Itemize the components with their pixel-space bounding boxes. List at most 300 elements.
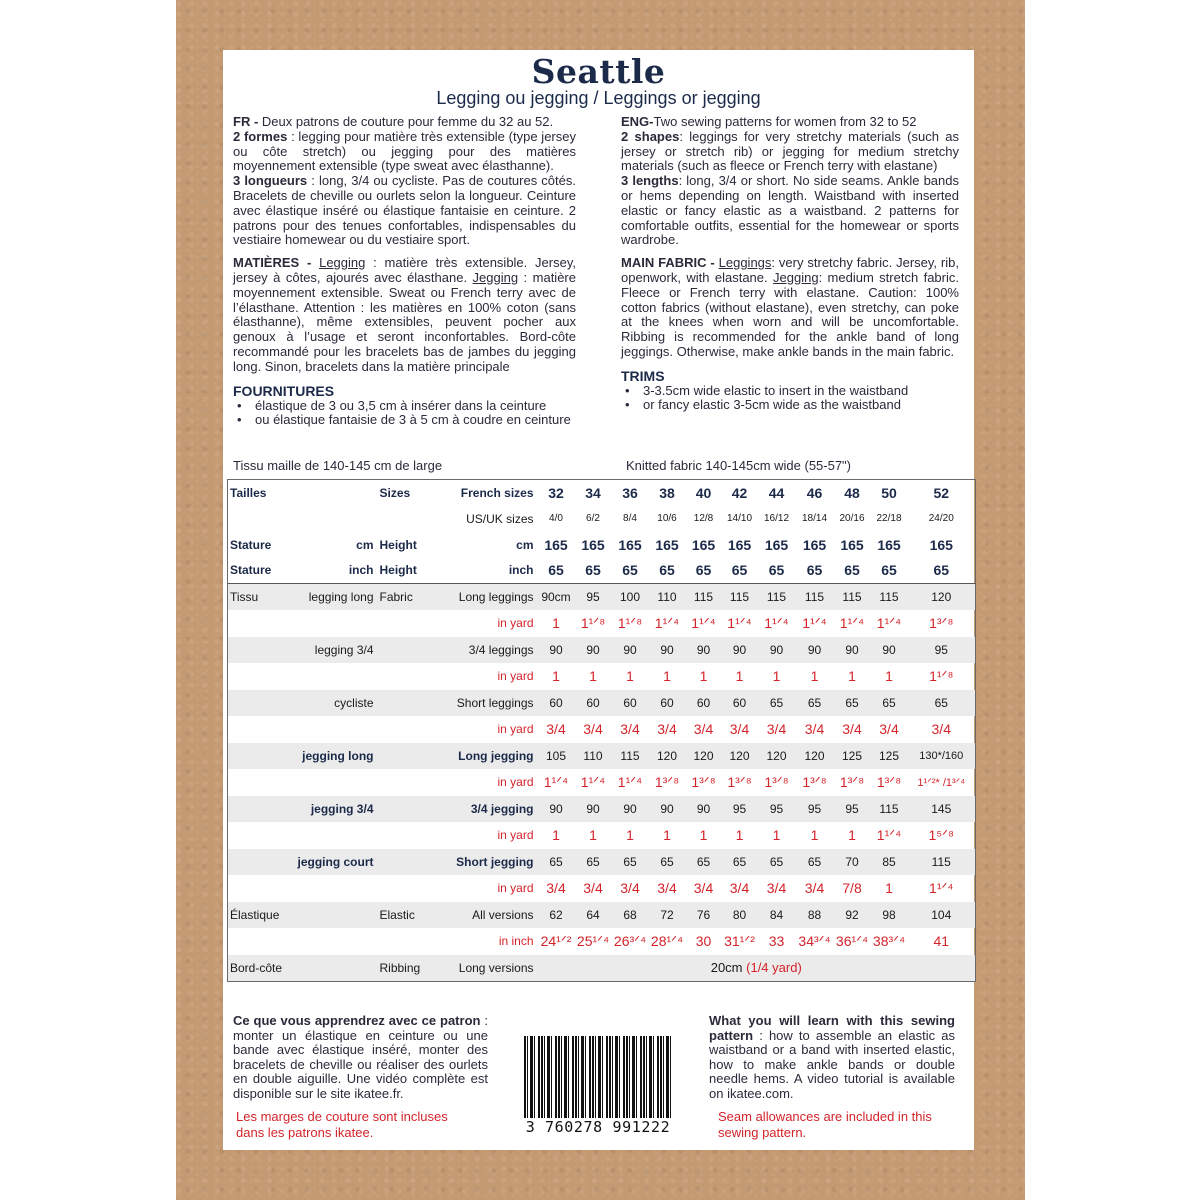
fabric-value-cell: 1	[848, 827, 856, 844]
row-variant-en: in yard	[497, 828, 534, 843]
size-value-cell: 65	[908, 558, 976, 584]
size-value-cell: 42	[731, 484, 748, 501]
row-label-en	[378, 690, 436, 717]
fr-learn-body: : monter un élastique en ceinture ou une bande avec élastique inséré, monter des bracelets de cheville ou réaliser des ourlets en double aiguille. Une vidéo complète est disponible sur le site ikatee.fr.	[233, 1013, 488, 1101]
size-value-cell: 20/16	[839, 513, 865, 524]
header-label-en	[378, 506, 436, 532]
en-intro	[621, 115, 959, 248]
size-value-cell: 16/12	[763, 513, 790, 524]
fabric-value-cell: 1¹ᐟ⁴	[929, 879, 954, 896]
fabric-value-cell: 92	[834, 902, 871, 929]
fabric-value-cell: 3/4	[620, 721, 640, 738]
measurement-row	[228, 902, 976, 929]
header-label-type: cm	[516, 537, 534, 552]
fabric-value-cell: 95	[758, 796, 796, 823]
fabric-value-cell: 1³ᐟ⁸	[764, 773, 789, 790]
fabric-value-cell: 1	[885, 880, 893, 897]
fabric-value-cell: 1¹ᐟ⁸	[929, 667, 954, 684]
yardage-row	[228, 769, 976, 796]
yardage-row	[228, 610, 976, 637]
fr-supply-item: • ou élastique fantaisie de 3 à 5 cm à coudre en ceinture	[233, 413, 576, 428]
fabric-value-cell: 1	[735, 827, 744, 844]
fabric-value-cell: 65	[575, 849, 612, 876]
en-seam-allowance-note: Seam allowances are included in this sewing pattern.	[718, 1109, 932, 1140]
fabric-value-cell: 65	[796, 690, 834, 717]
fr-materials-jegging: Jegging	[472, 269, 519, 285]
fabric-value-cell: 84	[758, 902, 796, 929]
fabric-value-cell: 1	[699, 827, 708, 844]
fabric-value-cell: 65	[908, 690, 976, 717]
row-variant-en: in inch	[498, 934, 534, 949]
pattern-subtitle: Legging ou jegging / Leggings or jegging	[436, 88, 761, 108]
fabric-value-cell: 1¹ᐟ⁴	[839, 614, 865, 631]
fabric-value-cell: 100	[612, 584, 649, 611]
fabric-value-cell: 41	[933, 933, 950, 950]
fr-learn-text	[233, 1014, 488, 1102]
barcode-number: 3 760278 991222	[525, 1118, 671, 1136]
fabric-value-cell: 90cm	[538, 584, 575, 611]
fr-materials-legging: Legging	[319, 255, 366, 271]
fabric-value-cell: 62	[538, 902, 575, 929]
fabric-value-cell: 115	[834, 584, 871, 611]
fabric-value-cell: 3/4	[693, 880, 714, 897]
size-value-cell: 38	[659, 484, 675, 501]
fabric-value-cell: 1³ᐟ⁸	[727, 773, 752, 790]
measurement-row	[228, 584, 976, 611]
fabric-value-cell: 90	[612, 796, 649, 823]
fabric-value-cell: 65	[722, 849, 758, 876]
fabric-value-cell: 60	[538, 690, 575, 717]
fabric-value-cell: 120	[796, 743, 834, 770]
fabric-value-cell: 70	[834, 849, 871, 876]
fabric-value-cell: 3/4	[931, 721, 951, 738]
fabric-value-cell: 98	[871, 902, 908, 929]
size-value-cell: 65	[612, 558, 649, 584]
row-variant-en: in yard	[497, 669, 534, 684]
en-shapes-text: : leggings for very stretchy materials (such as jersey or stretch rib) or jegging for medium stretchy materials (such as fleece or French terry with elastane)	[621, 128, 959, 174]
fabric-value-cell: 31¹ᐟ²	[724, 932, 755, 949]
header-label-en: Sizes	[379, 485, 411, 500]
fabric-value-cell: 1	[552, 615, 560, 632]
row-variant-en: in yard	[497, 616, 534, 631]
en-intro-text: Two sewing patterns for women from 32 to 52	[653, 114, 917, 129]
size-value-cell: 165	[618, 536, 642, 553]
fabric-value-cell: 60	[612, 690, 649, 717]
fabric-value-cell: 60	[722, 690, 758, 717]
size-value-cell: 165	[877, 536, 901, 553]
fabric-value-cell: 90	[538, 796, 575, 823]
en-learn-text	[709, 1014, 955, 1102]
table-header-row	[228, 506, 976, 532]
row-variant-fr: cycliste	[290, 690, 378, 717]
row-label-en: Elastic	[378, 902, 436, 929]
row-label-fr: Élastique	[228, 902, 290, 929]
fabric-value-cell: 64	[575, 902, 612, 929]
fabric-value-cell: 26³ᐟ⁴	[613, 932, 647, 949]
fabric-value-cell: 3/4	[729, 721, 750, 738]
size-value-cell: 65	[758, 558, 796, 584]
fabric-value-cell: 90	[722, 637, 758, 664]
fr-forms-lead: 2 formes	[233, 128, 288, 144]
french-description	[233, 115, 576, 428]
measurement-row	[228, 637, 976, 664]
size-yardage-table	[227, 479, 976, 982]
fabric-value-cell: 110	[575, 743, 612, 770]
row-variant-fr: jegging 3/4	[290, 796, 378, 823]
fabric-value-cell: 33	[768, 933, 785, 950]
row-label-en	[378, 610, 436, 637]
fabric-value-cell: 90	[538, 637, 575, 664]
en-learn-lead: What you will learn with this sewing pattern	[709, 1013, 955, 1043]
size-value-cell: 46	[806, 484, 823, 501]
header-label-en: Height	[378, 558, 436, 584]
row-variant-en: in yard	[497, 881, 534, 896]
fabric-value-cell: 65	[796, 849, 834, 876]
fabric-value-cell: 1	[626, 827, 634, 844]
barcode-bars	[524, 1036, 672, 1118]
measurement-row	[228, 796, 976, 823]
header-label-fr: Tailles	[230, 485, 267, 500]
fabric-value-cell: 90	[649, 796, 686, 823]
fr-materials-lead: MATIÈRES -	[233, 255, 320, 271]
ribbing-value-cell	[538, 955, 976, 982]
row-label-en	[378, 637, 436, 664]
fabric-value-cell: 1¹ᐟ⁴	[727, 614, 752, 631]
fabric-value-cell: 1¹ᐟ⁸	[580, 614, 606, 631]
fabric-value-cell: 130*/160	[908, 743, 976, 770]
size-value-cell: 65	[834, 558, 871, 584]
row-label-en	[378, 769, 436, 796]
fr-supplies-title: FOURNITURES	[233, 382, 335, 399]
header-unit-fr: inch	[290, 558, 378, 584]
fabric-value-cell: 95	[908, 637, 976, 664]
fabric-value-cell: 65	[758, 849, 796, 876]
row-variant-fr: jegging court	[290, 849, 378, 876]
row-variant-en: 3/4 leggings	[436, 637, 538, 664]
ribbing-row	[228, 955, 976, 982]
row-variant-fr: legging 3/4	[290, 637, 378, 664]
fabric-value-cell: 1	[589, 827, 597, 844]
en-lengths-lead: 3 lengths	[621, 173, 679, 189]
fabric-value-cell: 1	[735, 668, 744, 685]
fabric-value-cell: 1	[810, 668, 819, 685]
fabric-value-cell: 65	[649, 849, 686, 876]
fr-materials-text2: : matière moyennement extensible. Sweat ou French terry avec de l’élasthane. Attention : les matières en 100% coton (sans élasthanne), même extensibles, peuvent pocher aux genoux à l’usage et seront inconfortables. Bord-côte recommandé pour les bracelets bas de jambes du jegging long. Sinon, bracelets dans la matière principale	[233, 269, 576, 374]
fabric-value-cell: 3/4	[804, 880, 825, 897]
fabric-value-cell: 95	[722, 796, 758, 823]
yardage-row	[228, 875, 976, 902]
fabric-value-cell: 1³ᐟ⁸	[654, 773, 680, 790]
fr-lengths-lead: 3 longueurs	[233, 173, 308, 189]
fabric-value-cell: 1³ᐟ⁸	[929, 614, 954, 631]
size-value-cell: 65	[722, 558, 758, 584]
fabric-value-cell: 3/4	[620, 880, 640, 897]
size-value-cell: 24/20	[928, 513, 954, 524]
row-variant-fr: jegging long	[290, 743, 378, 770]
header-label-fr	[228, 506, 290, 532]
fabric-value-cell: 95	[575, 584, 612, 611]
row-label-fr	[228, 610, 290, 637]
row-label-en	[378, 822, 436, 849]
fabric-value-cell: 3/4	[842, 721, 862, 738]
en-learn-body: : how to assemble an elastic as waistband or a band with inserted elastic, how to make ankle bands or double needle hems. A video tutorial is available on ikatee.com.	[709, 1027, 955, 1101]
fabric-value-cell: 65	[834, 690, 871, 717]
measurement-row	[228, 743, 976, 770]
size-value-cell: 34	[585, 484, 601, 501]
header-unit-fr: cm	[356, 537, 374, 552]
fabric-value-cell: 1	[885, 668, 893, 685]
en-trim-item: • or fancy elastic 3-5cm wide as the waistband	[621, 398, 959, 413]
en-fabric-jegging: Jegging	[773, 269, 819, 285]
header-label-type: inch	[436, 558, 538, 584]
measurement-row	[228, 849, 976, 876]
row-label-en	[378, 743, 436, 770]
header-unit-fr	[290, 480, 378, 506]
row-variant-en: in yard	[497, 722, 534, 737]
size-value-cell: 65	[649, 558, 686, 584]
row-label-fr	[228, 743, 290, 770]
fabric-value-cell: 110	[649, 584, 686, 611]
size-value-cell: 6/2	[586, 513, 600, 524]
en-trim-item: • 3-3.5cm wide elastic to insert in the waistband	[621, 384, 959, 399]
yardage-row	[228, 822, 976, 849]
fabric-value-cell: 1	[772, 827, 781, 844]
size-value-cell: 32	[548, 484, 564, 501]
fabric-value-cell: 115	[871, 584, 908, 611]
table-header-row	[228, 558, 976, 584]
fabric-value-cell: 1	[552, 827, 560, 844]
row-label-en	[378, 796, 436, 823]
fabric-value-cell: 1¹ᐟ⁴	[654, 614, 680, 631]
fabric-value-cell: 115	[686, 584, 722, 611]
row-label-en	[378, 716, 436, 743]
fabric-value-cell: 3/4	[804, 721, 825, 738]
fabric-value-cell: 7/8	[842, 880, 862, 897]
header-label-fr: Stature	[228, 558, 290, 584]
size-value-cell: 36	[622, 484, 638, 501]
ribbing-cm: 20cm	[710, 960, 743, 975]
fabric-value-cell: 1¹ᐟ²* /1³ᐟ⁴	[917, 776, 966, 789]
fabric-value-cell: 3/4	[766, 721, 787, 738]
en-lengths-text: : long, 3/4 or short. No side seams. Ankle bands or hems depending on length. Waistband with inserted elastic or fancy elastic as a waistband. 2 patterns for comfortable outfits, essential for the homewear or sports wardrobe.	[621, 173, 959, 248]
size-value-cell: 14/10	[726, 513, 753, 524]
fabric-value-cell: 1⁵ᐟ⁸	[928, 826, 954, 843]
header-label-en: Height	[379, 537, 417, 552]
fabric-value-cell: 24¹ᐟ²	[540, 932, 572, 949]
fabric-value-cell: 3/4	[766, 880, 787, 897]
row-label-en: Fabric	[378, 584, 436, 611]
size-value-cell: 18/14	[801, 513, 828, 524]
row-variant-fr	[290, 769, 378, 796]
yardage-row	[228, 663, 976, 690]
fabric-value-cell: 3/4	[546, 721, 566, 738]
size-value-cell: 52	[933, 484, 950, 501]
size-value-cell: 40	[695, 484, 712, 501]
fabric-value-cell: 120	[722, 743, 758, 770]
row-variant-en: All versions	[436, 902, 538, 929]
fr-learn-lead: Ce que vous apprendrez avec ce patron	[233, 1013, 481, 1028]
fabric-value-cell: 1¹ᐟ⁸	[617, 614, 643, 631]
row-label-fr	[228, 928, 290, 955]
row-label-en: Ribbing	[378, 955, 436, 982]
size-value-cell: 65	[538, 558, 575, 584]
size-value-cell: 165	[655, 536, 679, 553]
row-label-fr	[228, 637, 290, 664]
size-value-cell: 165	[840, 536, 864, 553]
fabric-value-cell: 1³ᐟ⁸	[839, 773, 865, 790]
row-label-fr	[228, 875, 290, 902]
fr-materials	[233, 256, 576, 374]
row-variant-en: Short jegging	[436, 849, 538, 876]
fabric-value-cell: 1	[848, 668, 856, 685]
fabric-value-cell: 1¹ᐟ⁴	[580, 773, 606, 790]
fabric-value-cell: 115	[722, 584, 758, 611]
row-variant-fr	[290, 875, 378, 902]
fabric-value-cell: 3/4	[879, 721, 899, 738]
fabric-value-cell: 1	[626, 668, 634, 685]
fabric-value-cell: 104	[908, 902, 976, 929]
fabric-value-cell: 60	[686, 690, 722, 717]
table-header-row	[228, 532, 976, 558]
fabric-value-cell: 1³ᐟ⁸	[876, 773, 902, 790]
fabric-value-cell: 1¹ᐟ⁴	[617, 773, 643, 790]
en-intro-lead: ENG-	[621, 114, 654, 129]
row-variant-fr	[290, 822, 378, 849]
row-label-en	[378, 875, 436, 902]
fabric-value-cell: 1	[552, 668, 560, 685]
fr-materials-text1: : matière très extensible. Jersey, jersey à côtes, ajourés avec élasthane.	[233, 255, 576, 285]
row-variant-en: Long versions	[436, 955, 538, 982]
fabric-value-cell: 38³ᐟ⁴	[872, 932, 906, 949]
row-label-en	[378, 663, 436, 690]
row-variant-en: 3/4 jegging	[436, 796, 538, 823]
fabric-value-cell: 1¹ᐟ⁴	[876, 614, 902, 631]
yardage-row	[228, 716, 976, 743]
size-value-cell: 165	[764, 536, 789, 553]
en-fabric-width: Knitted fabric 140-145cm wide (55-57")	[626, 458, 852, 473]
en-shapes-lead: 2 shapes	[621, 128, 680, 144]
fabric-value-cell: 115	[908, 849, 976, 876]
fabric-value-cell: 3/4	[546, 880, 566, 897]
fr-intro	[233, 115, 576, 248]
en-trims-list	[621, 384, 959, 413]
fabric-value-cell: 3/4	[583, 721, 603, 738]
size-value-cell: 12/8	[693, 513, 714, 524]
measurement-row	[228, 690, 976, 717]
size-value-cell: 8/4	[623, 513, 637, 524]
fabric-value-cell: 115	[612, 743, 649, 770]
size-value-cell: 22/18	[876, 513, 902, 524]
size-value-cell: 165	[544, 536, 568, 553]
row-label-en	[378, 928, 436, 955]
fabric-value-cell: 90	[686, 637, 722, 664]
en-fabric-text1: : very stretchy fabric. Jersey, rib, openwork, with elastane.	[621, 255, 959, 285]
fabric-value-cell: 120	[649, 743, 686, 770]
table-header-row	[228, 480, 976, 506]
fabric-value-cell: 1³ᐟ⁸	[691, 773, 716, 790]
row-label-en	[378, 849, 436, 876]
row-variant-fr	[290, 928, 378, 955]
fabric-value-cell: 120	[758, 743, 796, 770]
header-label-type: US/UK sizes	[466, 511, 534, 526]
fabric-value-cell: 115	[796, 584, 834, 611]
fabric-value-cell: 90	[575, 796, 612, 823]
fabric-value-cell: 3/4	[657, 721, 677, 738]
size-value-cell: 165	[929, 536, 953, 553]
row-variant-fr	[290, 610, 378, 637]
fabric-value-cell: 1	[589, 668, 597, 685]
size-value-cell: 165	[727, 536, 752, 553]
fr-intro-lead: FR -	[233, 114, 262, 129]
fabric-value-cell: 1¹ᐟ⁴	[876, 826, 902, 843]
fr-seam-allowance-note: Les marges de couture sont incluses dans les patrons ikatee.	[236, 1109, 448, 1140]
fabric-value-cell: 1¹ᐟ⁴	[543, 773, 569, 790]
fabric-value-cell: 95	[796, 796, 834, 823]
fr-supplies-list	[233, 399, 576, 428]
fabric-value-cell: 90	[649, 637, 686, 664]
fabric-value-cell: 1	[663, 668, 671, 685]
fabric-value-cell: 80	[722, 902, 758, 929]
fabric-value-cell: 3/4	[729, 880, 750, 897]
row-label-fr	[228, 796, 290, 823]
fabric-value-cell: 85	[871, 849, 908, 876]
row-label-fr	[228, 690, 290, 717]
row-variant-fr	[290, 955, 378, 982]
fabric-value-cell: 90	[575, 637, 612, 664]
row-variant-en: Long leggings	[436, 584, 538, 611]
row-label-fr	[228, 716, 290, 743]
fabric-value-cell: 72	[649, 902, 686, 929]
size-value-cell: 44	[768, 484, 785, 501]
fabric-value-cell: 60	[649, 690, 686, 717]
row-label-fr	[228, 663, 290, 690]
size-value-cell: 50	[881, 484, 897, 501]
size-value-cell: 165	[802, 536, 827, 553]
fr-lengths-text: : long, 3/4 ou cycliste. Pas de coutures côtés. Bracelets de cheville ou ourlets selon la longueur. Ceinture avec élastique inséré ou élastique fantaisie en ceinture. 2 patrons pour des tenues confortables, indispensables du vestiaire homewear ou du vestiaire sport.	[233, 173, 576, 248]
header-label-fr: Stature	[230, 537, 272, 552]
fabric-value-cell: 25¹ᐟ⁴	[576, 932, 610, 949]
fabric-value-cell: 1	[699, 668, 708, 685]
fabric-value-cell: 3/4	[657, 880, 677, 897]
fabric-value-cell: 90	[686, 796, 722, 823]
fabric-value-cell: 125	[871, 743, 908, 770]
fabric-value-cell: 65	[612, 849, 649, 876]
english-description	[621, 115, 959, 413]
row-variant-fr	[290, 663, 378, 690]
ribbing-yard: (1/4 yard)	[746, 960, 802, 975]
fabric-value-cell: 60	[575, 690, 612, 717]
row-label-fr	[228, 769, 290, 796]
size-value-cell: 165	[691, 536, 716, 553]
yardage-row	[228, 928, 976, 955]
row-variant-en: Short leggings	[436, 690, 538, 717]
fabric-value-cell: 76	[686, 902, 722, 929]
fabric-value-cell: 90	[758, 637, 796, 664]
fabric-value-cell: 3/4	[693, 721, 714, 738]
en-fabric-lead: MAIN FABRIC -	[621, 255, 719, 271]
fabric-value-cell: 65	[538, 849, 575, 876]
fabric-value-cell: 34³ᐟ⁴	[798, 932, 831, 949]
size-value-cell: 65	[871, 558, 908, 584]
header-label-type: French sizes	[460, 485, 534, 500]
fr-forms-text: : legging pour matière très extensible (type jersey ou côte stretch) ou jegging pour des matières moyennement extensible (type sweat avec élasthanne).	[233, 128, 576, 174]
fabric-value-cell: 3/4	[583, 880, 603, 897]
fabric-value-cell: 30	[695, 933, 712, 950]
size-value-cell: 165	[581, 536, 605, 553]
fabric-value-cell: 1	[663, 827, 671, 844]
fr-intro-text: Deux patrons de couture pour femme du 32 au 52.	[261, 114, 554, 129]
fabric-value-cell: 65	[686, 849, 722, 876]
